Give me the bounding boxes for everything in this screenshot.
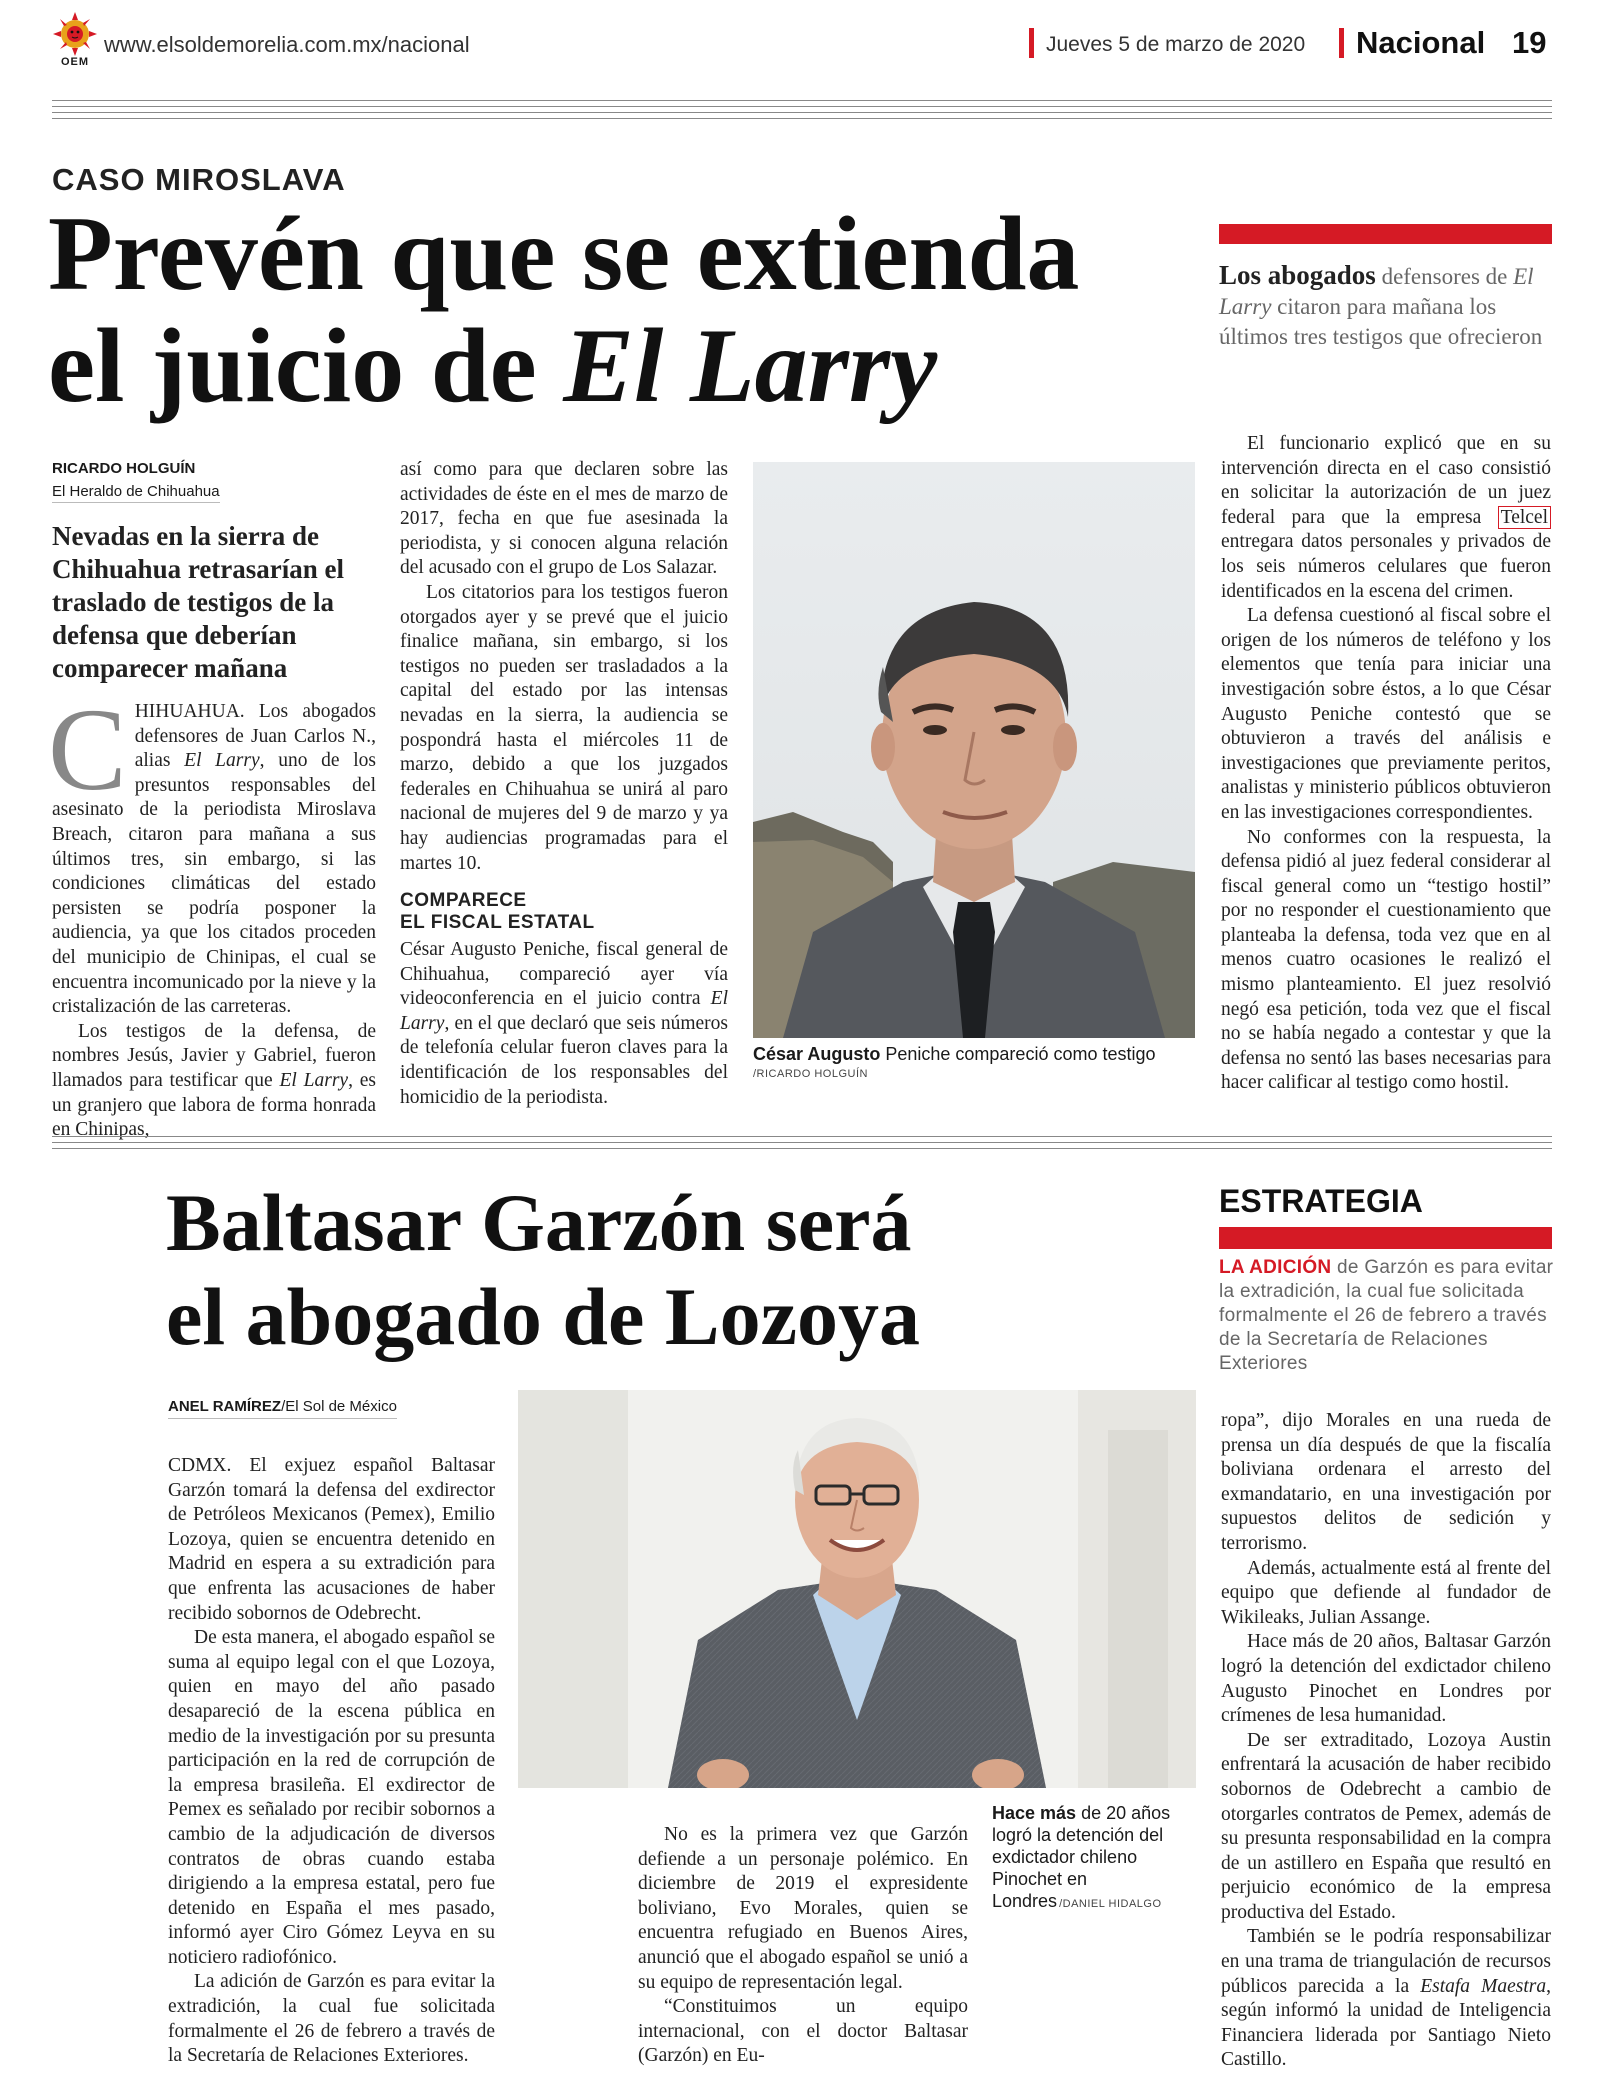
paragraph-text: entregara datos personales y privados de los seis números celulares que fueron identificados en la escena del crimen. (1221, 531, 1551, 602)
section-rule (52, 1148, 1552, 1149)
portrait-image (753, 462, 1195, 1038)
pull-quote (1219, 260, 1552, 352)
paragraph-text: El funcionario explicó que en su intervención directa en el caso consistió en solicitar la autorización de un juez federal para que la empresa (1221, 433, 1551, 528)
pull-quote-text: citaron para mañana los últimos tres testigos que ofrecieron (1219, 294, 1543, 349)
header-rule (52, 100, 1552, 101)
issue-date: Jueves 5 de marzo de 2020 (1046, 33, 1306, 56)
paragraph: ropa”, dijo Morales en una rueda de prensa un día después de que la fiscalía boliviana ordenara el arresto del exmandatario, en una investigación por supuestos delitos de sedición y terrorismo. (1221, 1410, 1551, 1554)
photo-credit: /DANIEL HIDALGO (1059, 1898, 1162, 1910)
paragraph: Hace más de 20 años, Baltasar Garzón logró la detención del exdictador chileno Augusto Pinochet en Londres por crímenes de lesa humanidad. (1221, 1631, 1551, 1727)
paragraph-text: Los testigos de la defensa, de nombres Jesús, Javier y Gabriel, fueron llamados para testificar que (52, 1020, 376, 1091)
headline-line (48, 307, 1079, 424)
paragraph-italic: El Larry (279, 1069, 349, 1091)
paragraph: Además, actualmente está al frente del equipo que defiende al fundador de Wikileaks, Julian Assange. (1221, 1557, 1551, 1628)
article-column (168, 1454, 495, 2069)
logo-text: OEM (60, 56, 90, 68)
section-rule (52, 1142, 1552, 1143)
photo-caption (753, 1043, 1195, 1065)
paragraph-text: César Augusto Peniche, fiscal general de Chihuahua, compareció ayer vía videoconferencia en el juicio contra (400, 939, 728, 1010)
article-column (1221, 1409, 1551, 2073)
article-column (48, 684, 377, 1143)
paragraph-text: , es un granjero que labora de forma honrada en Chinipas, (52, 1069, 376, 1141)
paragraph-italic: Estafa Maestra (1420, 1975, 1547, 1997)
drop-cap: C (48, 684, 127, 815)
subhead-line: COMPARECE (400, 890, 527, 912)
paragraph: La adición de Garzón es para evitar la extradición, la cual fue solicitada formalmente el 26 de febrero a través de la Secretaría de Relaciones Exteriores. (168, 1971, 495, 2067)
article-kicker: CASO MIROSLAVA (52, 162, 346, 197)
article-subhead (400, 890, 728, 934)
header-rule (52, 106, 1552, 107)
pull-quote (1219, 1256, 1554, 1376)
paragraph-text: , según informó la unidad de Inteligencia Financiera liderada por Santiago Nieto Castillo. (1221, 1975, 1551, 2071)
byline (168, 1398, 397, 1419)
article-column (400, 458, 728, 1110)
header-divider (1339, 28, 1344, 58)
pull-quote-bar (1219, 1227, 1552, 1249)
article-column (638, 1823, 968, 2069)
paragraph: No es la primera vez que Garzón defiende a un personaje polémico. En diciembre de 2019 el expresidente boliviano, Evo Morales, quien se encuentra refugiado en Buenos Aires, anunció que el abogado español se unió a su equipo de representación legal. (638, 1824, 968, 1993)
section-rule (52, 1136, 1552, 1137)
paragraph: “Constituimos un equipo internacional, con el doctor Baltasar (Garzón) en Eu- (638, 1996, 968, 2067)
pull-quote-italic: El Larry (1219, 264, 1534, 319)
byline-outlet: El Heraldo de Chihuahua (52, 483, 220, 503)
paragraph: La defensa cuestionó al fiscal sobre el origen de los números de teléfono y los elementos que tenía para iniciar una investigación sobre éstos, a lo que César Augusto Peniche contestó que se obtuvieron a través del análisis e investigaciones que previamente peritos, analistas y ministerio públicos obtuvieron en las investigaciones correspondientes. (1221, 605, 1551, 823)
headline-text: el juicio de (48, 307, 564, 424)
header-rule (52, 118, 1552, 119)
caption-text: de 20 años logró la detención del exdictador chileno Pinochet en Londres (992, 1803, 1171, 1911)
paragraph: así como para que declaren sobre las actividades de éste en el mes de marzo de 2017, fecha en que fue asesinada la periodista, y si conocen alguna relación del acusado con el grupo de Los Salazar. (400, 459, 728, 579)
byline-outlet: /El Sol de México (281, 1398, 397, 1415)
subhead-line: EL FISCAL ESTATAL (400, 912, 595, 934)
byline-author: RICARDO HOLGUÍN (52, 460, 196, 477)
caption-lead: César Augusto (753, 1044, 881, 1064)
paragraph-text: , en el que declaró que seis números de telefonía celular fueron claves para la identificación de los responsables del homicidio de la periodista. (400, 1012, 728, 1108)
site-url[interactable]: www.elsoldemorelia.com.mx/nacional (104, 32, 470, 57)
header-divider (1029, 28, 1034, 58)
paragraph-italic: El Larry (400, 988, 728, 1034)
section-name[interactable]: Nacional (1356, 25, 1486, 60)
byline-author: ANEL RAMÍREZ (168, 1398, 282, 1415)
caption-lead: Hace más (992, 1803, 1077, 1823)
headline-line: el abogado de Lozoya (166, 1271, 920, 1362)
pull-quote-text: defensores de (1375, 264, 1514, 289)
caption-text: Peniche compareció como testigo (880, 1044, 1156, 1064)
article-deck: Nevadas en la sierra de Chihuahua retrasarían el traslado de testigos de la defensa que deberían comparecer mañana (52, 521, 345, 683)
pull-quote-text: de Garzón es para evitar la extradición, la cual fue solicitada formalmente el 26 de febrero a través de la Secretaría de Relaciones Exteriores (1219, 1257, 1554, 1374)
paragraph: De ser extraditado, Lozoya Austin enfrentará la acusación de haber recibido sobornos de Odebrecht a cambio de otorgarles contratos de Pemex, además de su presunta responsabilidad en la compra de un astillero en España que resultó en perjuicio económico de la empresa productiva del Estado. (1221, 1729, 1551, 1923)
paragraph: No conformes con la respuesta, la defensa pidió al juez federal considerar al fiscal general como un “testigo hostil” por no responder el cuestionamiento que planteaba la defensa, toda vez que en al menos cuatro ocasiones le realizó el mismo planteamiento. El juez resolvió negó esa petición, toda vez que el fiscal no se había negado a contestar y que la defensa no sentó las bases necesarias para hacer calificar al testigo como hostil. (1221, 826, 1551, 1094)
portrait-image (518, 1390, 1196, 1788)
article-photo[interactable] (753, 462, 1195, 1038)
paragraph-text: HIHUAHUA. Los abogados defensores de Juan Carlos N., alias (134, 701, 376, 772)
pull-quote-bar (1219, 224, 1552, 244)
photo-caption (992, 1802, 1198, 1915)
pull-quote-lead: Los abogados (1219, 260, 1376, 290)
pull-quote-lead: LA ADICIÓN (1219, 1257, 1332, 1278)
boxed-term: Telcel (1498, 506, 1551, 529)
header-rule (52, 112, 1552, 113)
article-headline (48, 195, 1080, 424)
paragraph-text: También se le podría responsabilizar en una trama de triangulación de recursos públicos parecida a la (1221, 1926, 1551, 1997)
article-column (1221, 432, 1551, 1096)
article-headline (166, 1176, 920, 1364)
article-photo[interactable] (518, 1390, 1196, 1788)
paragraph: Los citatorios para los testigos fueron otorgados ayer y se prevé que el juicio finalice mañana, sin embargo, si los testigos no pueden ser trasladados a la capital del estado por las intensas nevadas en la sierra, la audiencia se pospondrá hasta el miércoles 11 de marzo, debido a que los juzgados federales en Chihuahua se unirá al paro nacional de mujeres del 9 de marzo y ya hay audiencias programadas para el martes 10. (400, 581, 728, 874)
paragraph: De esta manera, el abogado español se suma al equipo legal con el que Lozoya, quien en mayo del año pasado desapareció de la escena pública en medio de la investigación por su presunta participación en la red de corrupción de la empresa brasileña. El exdirector de Pemex es señalado por recibir sobornos a cambio de la adjudicación de diversos contratos de obras cuando estaba dirigiendo a la empresa estatal, pero fue detenido en España el mes pasado, informó ayer Ciro Gómez Leyva en su noticiero radiofónico. (168, 1627, 495, 1968)
headline-italic: El Larry (563, 307, 938, 424)
photo-credit: /RICARDO HOLGUÍN (753, 1068, 868, 1080)
headline-line: Baltasar Garzón será (166, 1177, 912, 1268)
paragraph-text: , uno de los presuntos responsables del asesinato de la periodista Miroslava Breach, citaron para mañana a sus últimos tres, sin embargo, si las condiciones climáticas del estado persisten se podría posponer la audiencia, ya que los citados proceden del municipio de Chinipas, el cual se encuentra incomunicado por la nieve y la cristalización de las carreteras. (52, 750, 377, 1018)
headline-line: Prevén que se extienda (48, 195, 1080, 312)
sidebar-kicker: ESTRATEGIA (1219, 1183, 1423, 1219)
paragraph-italic: El Larry (184, 750, 260, 772)
paragraph: CDMX. El exjuez español Baltasar Garzón tomará la defensa del exdirector de Petróleos Mexicanos (Pemex), Emilio Lozoya, quien se encuentra detenido en Madrid en espera a su extradición para que enfrenta las acusaciones de haber recibido sobornos de Odebrecht. (168, 1455, 495, 1624)
page-number: 19 (1512, 25, 1547, 60)
